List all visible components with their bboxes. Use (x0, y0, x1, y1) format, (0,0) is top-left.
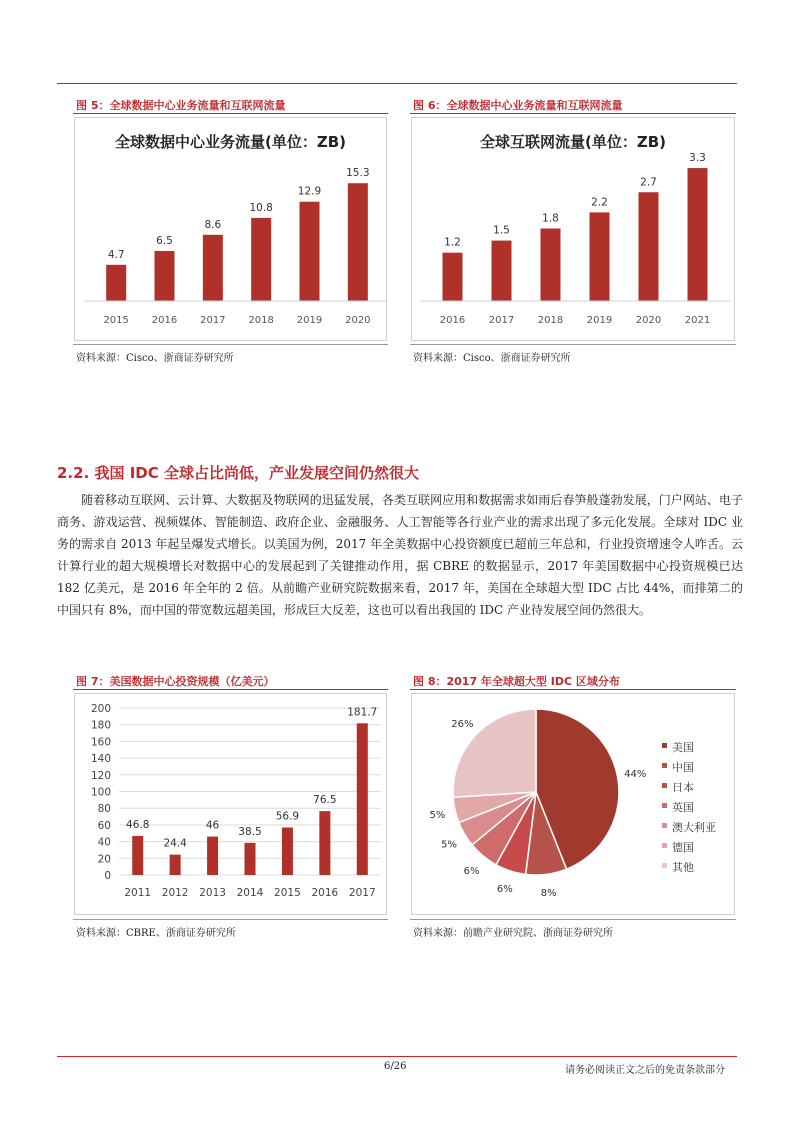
fig5-tick-label: 2016 (151, 315, 178, 326)
fig7-x-tick-label: 2013 (199, 887, 226, 899)
fig8-legend-label: 中国 (672, 761, 694, 774)
fig7-source: 资料来源：CBRE、浙商证券研究所 (76, 928, 236, 939)
fig5-data-label: 15.3 (346, 167, 370, 180)
page-number: 6/26 (384, 1061, 407, 1072)
fig5-source-rule (73, 344, 388, 345)
fig7-chart (74, 693, 387, 915)
fig7-label: 图 7：美国数据中心投资规模（亿美元） (76, 675, 275, 688)
fig7-source-rule (73, 919, 388, 920)
fig6-label-rule (410, 113, 736, 114)
fig5-tick-label: 2017 (200, 315, 226, 326)
fig6-tick-label: 2019 (586, 315, 613, 326)
fig7-y-tick-label: 0 (104, 870, 111, 882)
fig6-data-label: 1.8 (542, 212, 559, 225)
fig7-bar (282, 827, 293, 875)
fig7-x-tick-label: 2011 (124, 887, 152, 899)
fig6-data-label: 3.3 (689, 152, 706, 165)
fig6-chart-svg (412, 118, 734, 340)
footer-rule (57, 1056, 737, 1057)
fig8-legend-swatch (662, 763, 667, 768)
fig7-y-tick-label: 20 (97, 853, 111, 866)
fig7-data-label: 56.9 (275, 810, 300, 823)
fig5-bar (203, 235, 223, 301)
fig5-data-label: 6.5 (156, 234, 173, 247)
fig6-bar (541, 229, 561, 302)
fig8-legend-label: 澳大利亚 (672, 821, 716, 834)
fig7-y-tick-label: 40 (97, 836, 111, 849)
fig8-legend-swatch (662, 863, 667, 868)
fig6-chart (411, 117, 735, 341)
fig7-y-tick-label: 120 (90, 769, 111, 782)
fig6-tick-label: 2018 (537, 315, 564, 326)
fig8-data-label: 8% (540, 888, 557, 900)
fig5-bar (106, 265, 126, 301)
fig5-chart (74, 117, 387, 341)
fig7-data-label: 181.7 (347, 706, 378, 719)
fig5-label: 图 5：全球数据中心业务流量和互联网流量 (76, 99, 286, 112)
fig8-chart-svg (412, 694, 734, 914)
fig5-bar (155, 251, 175, 301)
fig8-legend-swatch (662, 843, 667, 848)
fig8-legend-swatch (662, 743, 667, 748)
fig7-y-tick-label: 200 (90, 703, 111, 715)
fig5-bar (251, 218, 271, 301)
fig8-source: 资料来源：前瞻产业研究院、浙商证券研究所 (413, 928, 613, 939)
fig6-bar (688, 168, 708, 301)
fig8-source-rule (410, 919, 736, 920)
fig7-y-tick-label: 180 (90, 719, 111, 732)
fig8-legend-label: 日本 (672, 781, 694, 794)
fig5-title: 全球数据中心业务流量(单位：ZB) (114, 133, 347, 151)
fig8-legend-swatch (662, 823, 667, 828)
fig7-bar (357, 723, 368, 875)
fig7-data-label: 46 (205, 819, 220, 832)
fig7-label-rule (73, 689, 388, 690)
fig7-y-tick-label: 80 (97, 803, 111, 816)
fig8-legend-swatch (662, 783, 667, 788)
fig8-legend-label: 美国 (672, 741, 694, 754)
fig7-chart-svg (75, 694, 386, 914)
fig7-x-tick-label: 2012 (161, 887, 189, 899)
fig5-data-label: 10.8 (249, 201, 273, 214)
fig6-data-label: 1.2 (444, 236, 461, 249)
fig8-data-label: 6% (496, 884, 513, 896)
fig7-y-tick-label: 140 (90, 753, 111, 766)
fig5-bar (348, 183, 368, 301)
fig6-tick-label: 2017 (488, 315, 515, 326)
fig6-tick-label: 2020 (635, 315, 662, 326)
fig7-data-label: 76.5 (313, 794, 337, 807)
section-heading: 2.2. 我国 IDC 全球占比尚低，产业发展空间仍然很大 (57, 464, 419, 482)
fig6-bar (443, 253, 463, 301)
fig7-x-tick-label: 2014 (236, 887, 264, 899)
fig5-chart-svg (75, 118, 386, 340)
fig6-label: 图 6：全球数据中心业务流量和互联网流量 (413, 99, 623, 112)
fig5-tick-label: 2015 (103, 315, 129, 326)
fig7-bar (207, 837, 218, 875)
fig8-label-rule (410, 689, 736, 690)
fig6-tick-label: 2016 (439, 315, 466, 326)
fig7-y-tick-label: 60 (97, 819, 111, 832)
fig7-x-tick-label: 2017 (348, 887, 376, 899)
fig5-tick-label: 2018 (248, 315, 274, 326)
fig5-data-label: 8.6 (204, 218, 222, 231)
fig5-data-label: 12.9 (297, 185, 322, 198)
fig6-data-label: 1.5 (493, 224, 510, 237)
fig7-bar (170, 855, 181, 875)
section-paragraph: 随着移动互联网、云计算、大数据及物联网的迅猛发展，各类互联网应用和数据需求如雨后春笋般蓬勃发展，门户网站、电子商务、游戏运营、视频媒体、智能制造、政府企业、金融服务、人工智能等各行业产业的需求出现了多元化发展。全球对 IDC 业务的需求自 2013 年起呈爆发式增长。以美国为例，2017 年全美数据中心投资额度已超前三年总和，行业投资增速令人咋舌。云计算行业的超大规模增长对数据中心的发展起到了关键推动作用，据 CBRE 的数据显示，2017 年美国数据中心投资规模已达 182 亿美元，是 2016 年全年的 2 倍。从前瞻产业研究院数据来看，2017 年，美国在全球超大型 IDC 占比 44%，而排第二的中国只有 8%，而中国的带宽数远超美国，形成巨大反差，这也可以看出我国的 IDC 产业待发展空间仍然很大。 (57, 493, 743, 617)
fig8-data-label: 44% (624, 769, 647, 781)
fig7-bar (319, 811, 330, 875)
fig6-data-label: 2.2 (591, 196, 608, 209)
fig8-label: 图 8：2017 年全球超大型 IDC 区域分布 (413, 675, 620, 688)
fig6-bar (639, 192, 659, 301)
fig6-source-rule (410, 344, 736, 345)
fig6-bar (590, 212, 610, 301)
fig7-bar (132, 836, 143, 875)
fig7-x-tick-label: 2016 (311, 887, 339, 899)
fig8-data-label: 5% (429, 810, 446, 822)
fig6-data-label: 2.7 (640, 176, 657, 189)
fig8-legend-label: 德国 (672, 841, 694, 854)
fig7-data-label: 46.8 (126, 818, 150, 831)
fig5-bar (300, 202, 320, 301)
fig6-tick-label: 2021 (684, 315, 711, 326)
fig8-legend-swatch (662, 803, 667, 808)
fig8-data-label: 6% (463, 865, 480, 877)
fig7-data-label: 24.4 (163, 837, 187, 850)
fig7-x-tick-label: 2015 (274, 887, 301, 899)
fig7-bar (245, 843, 256, 875)
fig7-data-label: 38.5 (238, 825, 262, 838)
fig8-legend-label: 其他 (672, 861, 694, 874)
footer-disclaimer: 请务必阅读正文之后的免责条款部分 (565, 1065, 725, 1076)
fig5-label-rule (73, 113, 388, 114)
fig8-data-label: 5% (441, 839, 458, 851)
fig6-source: 资料来源：Cisco、浙商证券研究所 (413, 353, 571, 364)
fig8-data-label: 26% (451, 718, 474, 730)
fig8-chart (411, 693, 735, 915)
fig5-tick-label: 2020 (345, 315, 371, 326)
fig7-y-tick-label: 160 (90, 736, 111, 749)
fig7-y-tick-label: 100 (90, 786, 111, 799)
fig6-bar (492, 241, 512, 301)
fig5-data-label: 4.7 (107, 248, 125, 261)
fig5-source: 资料来源：Cisco、浙商证券研究所 (76, 353, 234, 364)
fig6-title: 全球互联网流量(单位：ZB) (479, 133, 667, 151)
header-rule (57, 83, 737, 84)
fig5-tick-label: 2019 (296, 315, 323, 326)
fig8-legend-label: 英国 (672, 801, 694, 814)
